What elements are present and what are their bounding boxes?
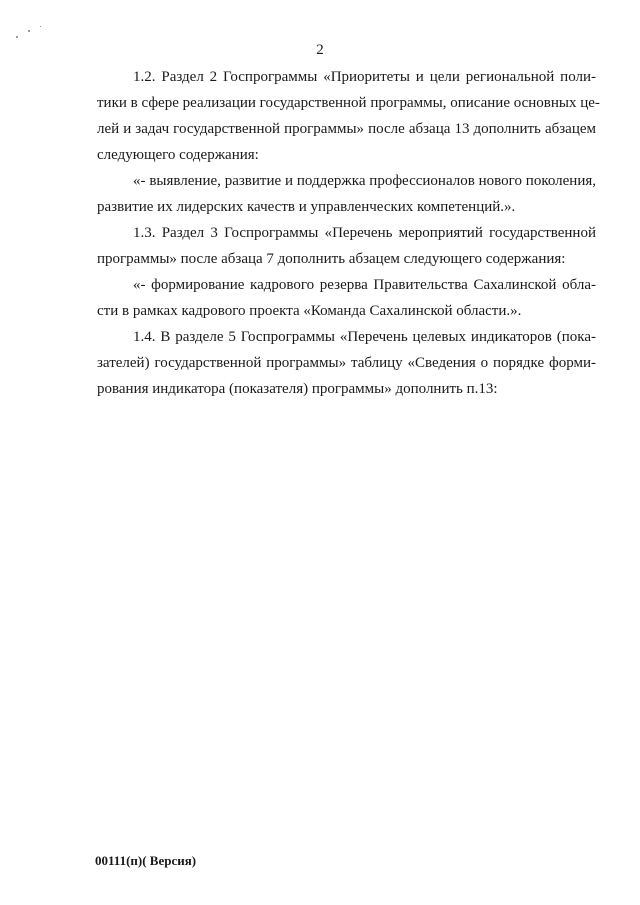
document-code: 00111(п)( Версия) [95,853,197,868]
quote-1-line-2: развитие их лидерских качеств и управленческих компетенций.». [97,199,516,215]
paragraph-1-2-line-1: 1.2. Раздел 2 Госпрограммы «Приоритеты и цели региональной поли- [133,69,596,85]
paragraph-1-4-line-2: зателей) государственной программы» таблицу «Сведения о порядке форми- [97,355,596,371]
page-number: 2 [316,42,324,58]
quote-2-line-1: «- формирование кадрового резерва Правительства Сахалинской обла- [133,277,596,293]
paragraph-1-3-line-1: 1.3. Раздел 3 Госпрограммы «Перечень мероприятий государственной [133,225,596,241]
scan-speck [40,26,41,27]
paragraph-1-2-line-3: лей и задач государственной программы» после абзаца 13 дополнить абзацем [97,121,596,137]
scan-speck [16,36,18,38]
paragraph-1-4-line-3: рования индикатора (показателя) программы» дополнить п.13: [97,381,498,397]
quote-2-line-2: сти в рамках кадрового проекта «Команда Сахалинской области.». [97,303,522,319]
paragraph-1-3-line-2: программы» после абзаца 7 дополнить абзацем следующего содержания: [97,251,566,267]
paragraph-1-2-line-4: следующего содержания: [97,147,259,163]
quote-1-line-1: «- выявление, развитие и поддержка профессионалов нового поколения, [133,173,596,189]
scan-speck [28,30,30,32]
paragraph-1-2-line-2: тики в сфере реализации государственной программы, описание основных це- [97,95,600,111]
paragraph-1-4-line-1: 1.4. В разделе 5 Госпрограммы «Перечень целевых индикаторов (пока- [133,329,596,345]
